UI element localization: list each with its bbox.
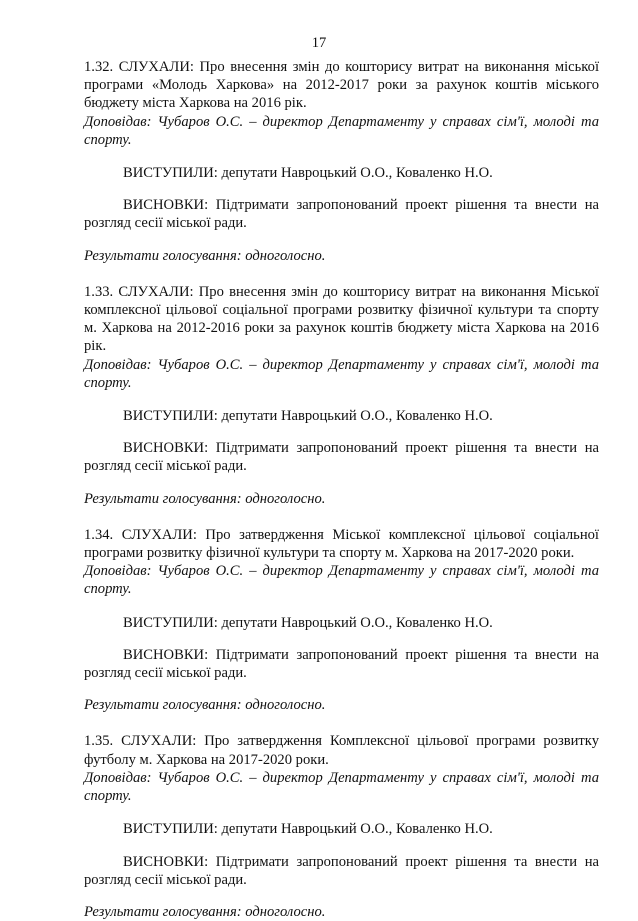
agenda-item-1-35 xyxy=(84,732,599,921)
vote-result: Результати голосування: одноголосно. xyxy=(84,697,326,714)
vote-result: Результати голосування: одноголосно. xyxy=(84,903,326,920)
conclusions-text: ВИСНОВКИ: Підтримати запропонований проект рішення та внести на розгляд сесії міської ради. xyxy=(84,197,599,232)
conclusions-text: ВИСНОВКИ: Підтримати запропонований проект рішення та внести на розгляд сесії міської ради. xyxy=(84,853,599,888)
item-spacer xyxy=(84,714,599,732)
speaker-text: Доповідав: Чубаров О.С. – директор Департаменту у справах сім'ї, молоді та спорту. xyxy=(84,563,599,598)
heard-text: 1.33. СЛУХАЛИ: Про внесення змін до кошторису витрат на виконання Міської комплексної цільової соціальної програми розвитку фізичної культури та спорту м. Харкова на 2012-2016 роки за рахунок коштів бюджету міста Харкова на 2016 рік. xyxy=(84,283,599,355)
spoke-text: ВИСТУПИЛИ: депутати Навроцький О.О., Коваленко Н.О. xyxy=(123,821,493,838)
vote-result: Результати голосування: одноголосно. xyxy=(84,490,326,507)
heard-text: 1.34. СЛУХАЛИ: Про затвердження Міської комплексної цільової соціальної програми розвитку фізичної культури та спорту м. Харкова на 2017-2020 роки. xyxy=(84,526,599,562)
agenda-item-1-33 xyxy=(84,283,599,508)
speaker-text: Доповідав: Чубаров О.С. – директор Департаменту у справах сім'ї, молоді та спорту. xyxy=(84,356,599,391)
spoke-text: ВИСТУПИЛИ: депутати Навроцький О.О., Коваленко Н.О. xyxy=(123,165,493,182)
heard-text: 1.35. СЛУХАЛИ: Про затвердження Комплексної цільової програми розвитку футболу м. Харкова на 2017-2020 роки. xyxy=(84,733,599,768)
item-spacer xyxy=(84,508,599,526)
speaker-text: Доповідав: Чубаров О.С. – директор Департаменту у справах сім'ї, молоді та спорту. xyxy=(84,769,599,805)
item-spacer xyxy=(84,265,599,283)
page-number: 17 xyxy=(311,35,327,51)
agenda-item-1-34 xyxy=(84,526,599,715)
spoke-text: ВИСТУПИЛИ: депутати Навроцький О.О., Коваленко Н.О. xyxy=(123,408,493,425)
conclusions-text: ВИСНОВКИ: Підтримати запропонований проект рішення та внести на розгляд сесії міської ради. xyxy=(84,646,599,682)
vote-result: Результати голосування: одноголосно. xyxy=(84,247,326,264)
agenda-items xyxy=(84,58,599,921)
speaker-text: Доповідав: Чубаров О.С. – директор Департаменту у справах сім'ї, молоді та спорту. xyxy=(84,113,599,148)
heard-text: 1.32. СЛУХАЛИ: Про внесення змін до кошторису витрат на виконання міської програми «Молодь Харкова» на 2012-2017 роки за рахунок коштів міського бюджету міста Харкова на 2016 рік. xyxy=(84,59,599,112)
agenda-item-1-32 xyxy=(84,58,599,265)
conclusions-text: ВИСНОВКИ: Підтримати запропонований проект рішення та внести на розгляд сесії міської ради. xyxy=(84,440,599,475)
spoke-text: ВИСТУПИЛИ: депутати Навроцький О.О., Коваленко Н.О. xyxy=(123,614,493,631)
